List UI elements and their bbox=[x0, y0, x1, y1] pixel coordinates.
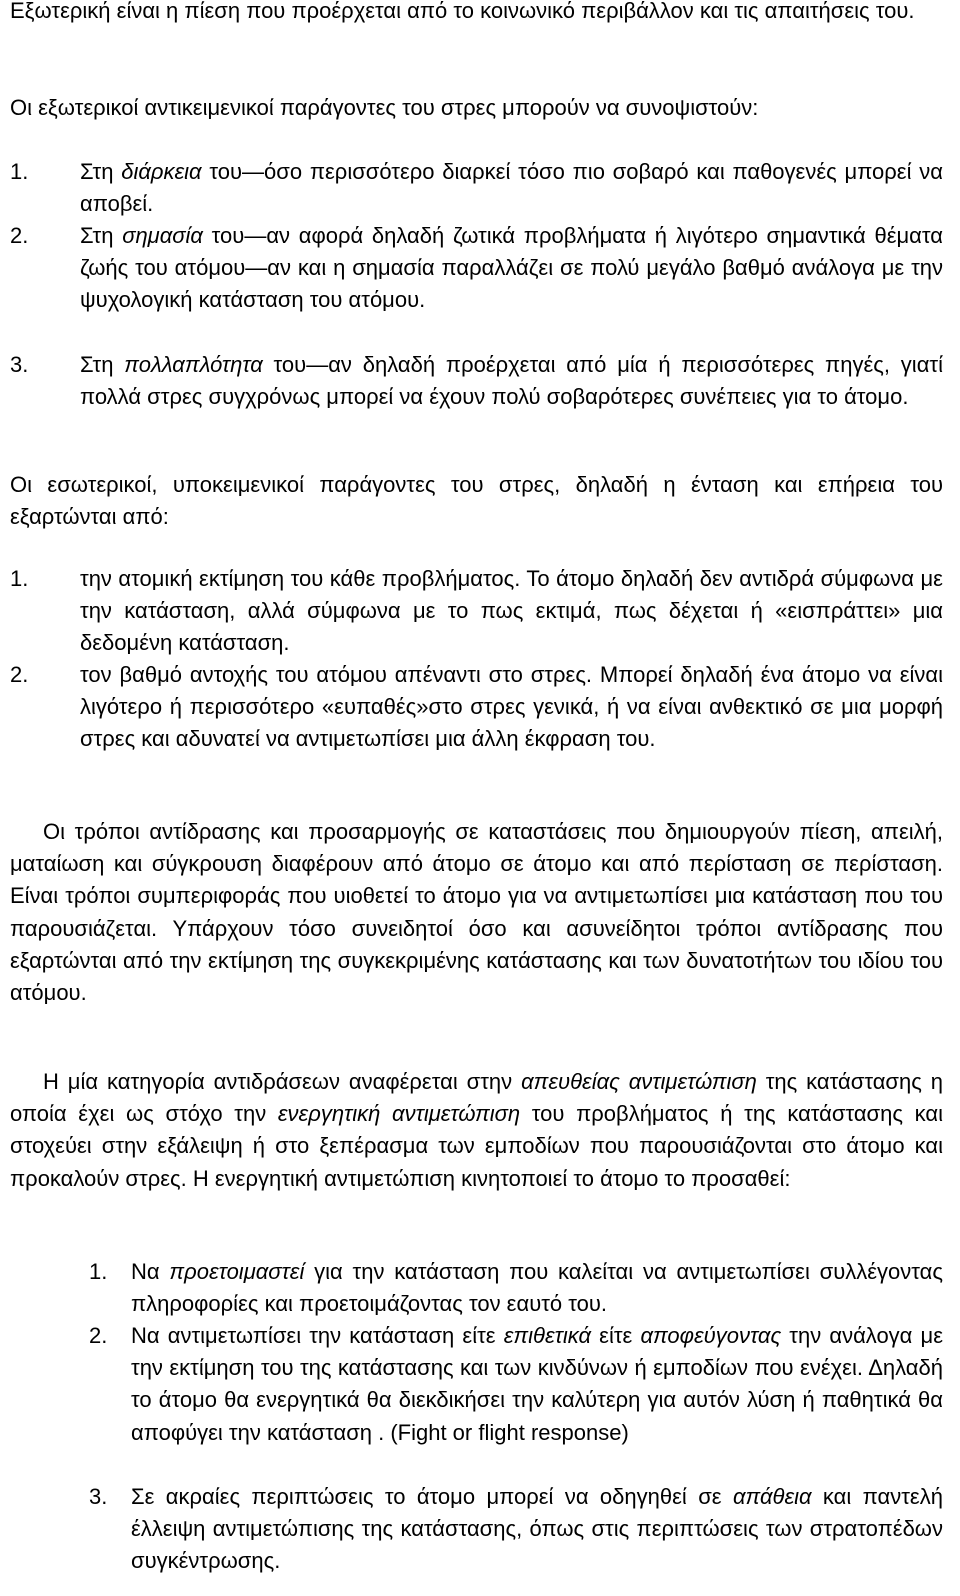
list-item-text: την ατομική εκτίμηση του κάθε προβλήματος. Το άτομο δηλαδή δεν αντιδρά σύμφωνα με την κατάσταση, αλλά σύμφωνα με το πως εκτιμά, πως δέχεται ή «εισπράττει» μια δεδομένη κατάσταση. bbox=[80, 566, 943, 656]
paragraph-internal-factors-intro bbox=[10, 469, 943, 533]
list-number: 1. bbox=[89, 1259, 108, 1284]
list-item-text bbox=[131, 1481, 943, 1578]
list-item bbox=[89, 1481, 943, 1578]
list-item bbox=[10, 220, 943, 317]
text-run: Η μία κατηγορία αντιδράσεων αναφέρεται στην bbox=[43, 1069, 522, 1094]
list-number: 3. bbox=[89, 1484, 108, 1509]
text-run: Σε ακραίες περιπτώσεις το άτομο μπορεί να οδηγηθεί σε bbox=[131, 1484, 733, 1509]
emphasis-text: διάρκεια bbox=[121, 159, 202, 184]
emphasis-text: επιθετικά bbox=[503, 1323, 592, 1348]
text-run: είτε bbox=[591, 1323, 641, 1348]
list-item bbox=[10, 349, 943, 413]
list-item-text: τον βαθμό αντοχής του ατόμου απέναντι στο στρες. Μπορεί δηλαδή ένα άτομο να είναι λιγότερο ή περισσότερο «ευπαθές»στο στρες γενικά, ή να είναι ανθεκτικό σε μια μορφή στρες και αδυνατεί να αντιμετωπίσει μια άλλη έκφραση του. bbox=[80, 662, 943, 752]
text-run: Στη bbox=[80, 159, 122, 184]
text-run: του—αν αφορά δηλαδή ζωτικά προβλήματα ή λιγότερο σημαντικά θέματα ζωής του ατόμου—αν και η σημασία παραλλάζει σε πολύ μεγάλο βαθμό ανάλογα με την ψυχολογική κατάσταση του ατόμου. bbox=[80, 223, 943, 313]
text-run: του—όσο περισσότερο διαρκεί τόσο πιο σοβαρό και παθογενές μπορεί να αποβεί. bbox=[80, 159, 943, 217]
paragraph-coping-ways bbox=[10, 816, 943, 1009]
list-number: 2. bbox=[10, 662, 29, 687]
emphasis-text: απάθεια bbox=[732, 1484, 812, 1509]
text-run: Στη bbox=[80, 223, 123, 248]
paragraph-direct-coping bbox=[10, 1066, 943, 1195]
paragraph-text: Οι εξωτερικοί αντικειμενικοί παράγοντες του στρες μπορούν να συνοψιστούν: bbox=[10, 95, 759, 120]
text-run: και παντελή έλλειψη αντιμετώπισης της κατάστασης, όπως στις περιπτώσεις των στρατοπέδων συγκέντρωσης. bbox=[131, 1484, 943, 1574]
list-item bbox=[10, 659, 943, 756]
text-run: για την κατάσταση που καλείται να αντιμετωπίσει συλλέγοντας πληροφορίες και προετοιμάζοντας τον εαυτό του. bbox=[131, 1259, 943, 1317]
text-run: Να bbox=[131, 1259, 170, 1284]
list-item-text bbox=[131, 1256, 943, 1320]
emphasis-text: προετοιμαστεί bbox=[169, 1259, 305, 1284]
text-run: Στη bbox=[80, 352, 125, 377]
emphasis-text: σημασία bbox=[122, 223, 203, 248]
list-item bbox=[89, 1256, 943, 1320]
list-item bbox=[10, 156, 943, 220]
list-number: 2. bbox=[89, 1323, 108, 1348]
list-item bbox=[89, 1320, 943, 1449]
list-item-text bbox=[80, 349, 943, 413]
emphasis-text: αποφεύγοντας bbox=[640, 1323, 782, 1348]
list-number: 1. bbox=[10, 159, 29, 184]
list-item-text bbox=[131, 1320, 943, 1449]
list-number: 1. bbox=[10, 566, 29, 591]
paragraph-external-factors-intro bbox=[10, 92, 943, 124]
paragraph-text: Εξωτερική είναι η πίεση που προέρχεται από το κοινωνικό περιβάλλον και τις απαιτήσεις του. bbox=[10, 0, 915, 23]
paragraph-text: Οι τρόποι αντίδρασης και προσαρμογής σε καταστάσεις που δημιουργούν πίεση, απειλή, ματαίωση και σύγκρουση διαφέρουν από άτομο σε άτομο και από περίσταση σε περίσταση. Είναι τρόποι συμπεριφοράς που υιοθετεί το άτομο για να αντιμετωπίσει μια κατάσταση που του παρουσιάζεται. Υπάρχουν τόσο συνειδητοί όσο και ασυνείδητοι τρόποι αντίδρασης που εξαρτώνται από την εκτίμηση της συγκεκριμένης κατάστασης και των δυνατοτήτων του ιδίου του ατόμου. bbox=[10, 819, 943, 1006]
text-run: του προβλήματος ή της κατάστασης και στοχεύει στην εξάλειψη ή στο ξεπέρασμα των εμποδίων που παρουσιάζονται στο άτομο και προκαλούν στρες. Η ενεργητική αντιμετώπιση κινητοποιεί το άτομο το προσαθεί: bbox=[10, 1101, 943, 1191]
emphasis-text: ενεργητική αντιμετώπιση bbox=[277, 1101, 521, 1127]
emphasis-text: πολλαπλότητα bbox=[124, 352, 263, 377]
text-run: της κατάστασης η οποία έχει ως στόχο την bbox=[10, 1069, 943, 1127]
text-run: την ανάλογα με την εκτίμηση του της κατάστασης και των κινδύνων ή εμποδίων που ενέχει. Δηλαδή το άτομο θα ενεργητικά θα διεκδικήσει την καλύτερη για αυτόν λύση ή παθητικά θα αποφύγει την κατάσταση . (Fight or flight response) bbox=[131, 1323, 944, 1445]
list-item-text bbox=[80, 156, 943, 220]
list-number: 2. bbox=[10, 223, 29, 248]
list-number: 3. bbox=[10, 352, 29, 377]
list-item-text bbox=[80, 220, 943, 317]
text-run: του—αν δηλαδή προέρχεται από μία ή περισσότερες πηγές, γιατί πολλά στρες συγχρόνως μπορεί να έχουν πολύ σοβαρότερες συνέπειες για το άτομο. bbox=[80, 352, 943, 410]
emphasis-text: απευθείας αντιμετώπιση bbox=[521, 1069, 757, 1094]
list-item bbox=[10, 563, 943, 660]
paragraph-text: Οι εσωτερικοί, υποκειμενικοί παράγοντες του στρες, δηλαδή η ένταση και επήρεια του εξαρτώνται από: bbox=[10, 472, 943, 530]
paragraph-external-pressure bbox=[10, 0, 943, 27]
text-run: Να αντιμετωπίσει την κατάσταση είτε bbox=[131, 1323, 504, 1348]
